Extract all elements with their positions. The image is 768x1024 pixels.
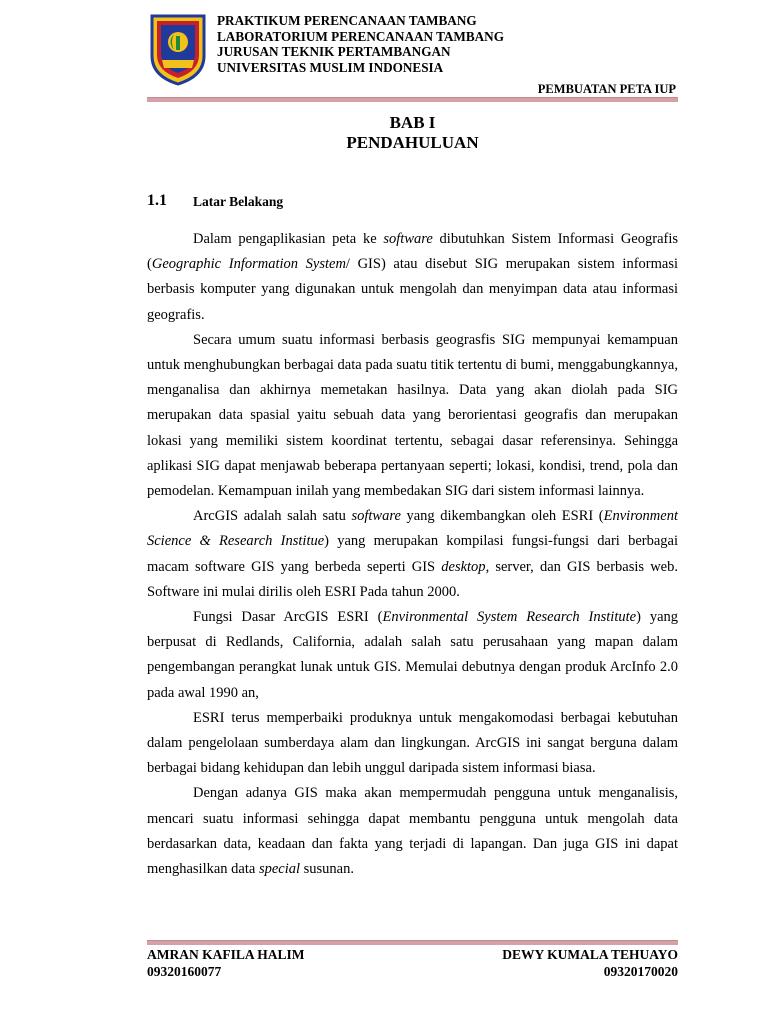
section-number: 1.1 — [147, 192, 167, 209]
paragraph — [147, 706, 678, 782]
header-line: PRAKTIKUM PERENCANAAN TAMBANG — [217, 13, 477, 28]
author-id: 09320160077 — [147, 964, 222, 979]
body-text — [147, 227, 678, 882]
chapter-heading — [147, 113, 678, 153]
text-run: Fungsi Dasar ArcGIS ESRI ( — [193, 609, 383, 626]
text-run: ArcGIS adalah salah satu — [193, 508, 352, 525]
assistant-id: 09320170020 — [603, 964, 678, 979]
header-line: JURUSAN TEKNIK PERTAMBANGAN — [217, 44, 451, 59]
institution-header — [217, 13, 504, 75]
italic-term: Geographic Information System — [151, 256, 346, 273]
paragraph — [147, 605, 678, 706]
text-run: Dengan adanya GIS maka akan mempermudah pengguna untuk menganalisis, mencari suatu informasi sehingga dapat membantu pengguna untuk mengolah data berdasarkan data, keadaan dan fakta yang terjadi di lapangan. Dan juga GIS ini dapat menghasilkan data — [147, 785, 678, 878]
text-run: , server, dan GIS berbasis web. Software ini mulai dirilis oleh ESRI Pada tahun 2000. — [147, 558, 678, 600]
paragraph — [147, 504, 678, 605]
text-run: / GIS) atau disebut SIG merupakan sistem informasi berbasis komputer yang digunakan untuk mengolah dan menyimpan data atau informasi geografis. — [147, 256, 678, 323]
italic-term: software — [351, 508, 401, 525]
header-line: UNIVERSITAS MUSLIM INDONESIA — [217, 59, 444, 75]
footer-divider — [147, 940, 678, 945]
italic-term: desktop — [441, 558, 486, 575]
italic-term: software — [383, 231, 433, 247]
text-run: Secara umum suatu informasi berbasis geograsfis SIG mempunyai kemampuan untuk menghubungkan berbagai data pada suatu titik tertentu di bumi, menggabungkannya, menganalisa dan akhirnya memetakan hasilnya. Data yang akan diolah pada SIG merupakan data spasial yaitu sebuah data yang berorientasi geografis dan merupakan lokasi yang memiliki sistem koordinat tertentu, sebagai dasar referensinya. Sehingga aplikasi SIG dapat menjawab beberapa pertanyaan seperti; lokasi, kondisi, trend, pola dan pemodelan. Kemampuan inilah yang membedakan SIG dari sistem informasi lainnya. — [147, 331, 678, 500]
text-run: ESRI terus memperbaiki produknya untuk mengakomodasi berbagai kebutuhan dalam pengelolaan sumberdaya alam dan lingkungan. ArcGIS ini sangat berguna dalam berbagai bidang kehidupan dan lebih unggul daripada sistem informasi biasa. — [147, 709, 678, 777]
paragraph — [147, 781, 678, 882]
text-run: ) yang berpusat di Redlands, California, adalah salah satu perusahaan yang mapan dalam pengembangan perangkat lunak untuk GIS. Memulai debutnya dengan produk ArcInfo 2.0 pada awal 1990 an, — [147, 609, 679, 701]
text-run: yang dikembangkan oleh ESRI ( — [400, 508, 604, 525]
footer-right — [502, 946, 678, 980]
italic-term: special — [258, 861, 301, 878]
paragraph — [147, 227, 678, 328]
paragraph — [147, 328, 678, 504]
author-name: AMRAN KAFILA HALIM — [147, 947, 305, 962]
italic-term: Environmental System Research Institute — [382, 609, 637, 626]
page-footer — [147, 946, 678, 980]
document-subject: PEMBUATAN PETA IUP — [537, 82, 676, 96]
university-logo — [148, 12, 208, 86]
text-run: Dalam pengaplikasian peta ke — [193, 231, 384, 247]
text-run: dibutuhkan Sistem Informasi Geografis ( — [147, 231, 678, 273]
footer-left — [147, 946, 305, 980]
header-divider — [147, 97, 678, 102]
chapter-title: PENDAHULUAN — [346, 133, 479, 152]
text-run: susunan. — [300, 861, 354, 878]
assistant-name: DEWY KUMALA TEHUAYO — [502, 947, 678, 962]
header-line: LABORATORIUM PERENCANAAN TAMBANG — [217, 28, 504, 44]
text-run: ) yang merupakan kompilasi fungsi-fungsi dari berbagai macam software GIS yang berbeda seperti GIS — [147, 533, 678, 575]
italic-term: Environment Science & Research Institue — [147, 508, 678, 550]
section-title: Latar Belakang — [193, 194, 284, 209]
chapter-label: BAB I — [389, 113, 436, 132]
